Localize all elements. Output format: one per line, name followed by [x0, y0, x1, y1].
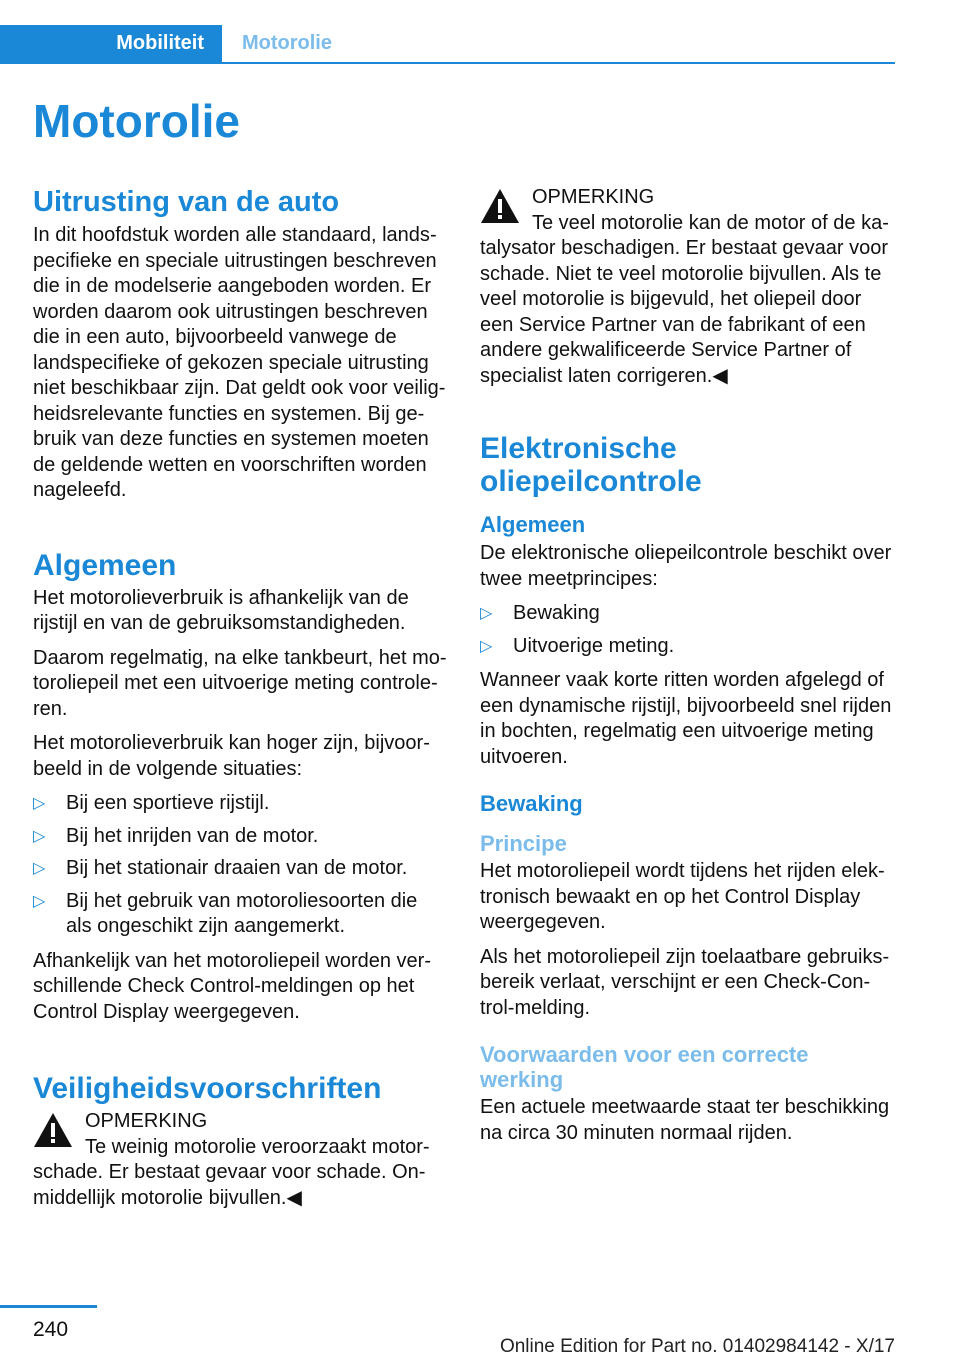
warning-box [480, 185, 895, 389]
triangle-right-outline-icon: ▷ [480, 637, 493, 655]
tab-mobiliteit[interactable]: Mobiliteit [0, 25, 222, 62]
situations-list [33, 791, 448, 940]
principles-list [480, 601, 895, 659]
page-number: 240 [33, 1318, 69, 1341]
warning-label: OPMERKING [85, 1110, 208, 1132]
tab-motorolie[interactable]: Motorolie [242, 32, 332, 54]
header-bar [0, 25, 895, 64]
warning-text: Te veel motorolie kan de motor of de katalysator beschadigen. Er bestaat gevaar voor schade. Niet te veel motorolie bijvullen. Als te veel motorolie is bijgevuld, het oliepeil door een Service Partner van de fabrikant of een andere gekwalificeerde Service Partner of specialist laten corrigeren.◀ [480, 211, 889, 387]
list-item: ▷ Bij het stationair draaien van de motor. [33, 856, 448, 882]
warning-text: Te weinig motorolie veroorzaakt motorschade. Er bestaat gevaar voor schade. Onmiddellijk motorolie bijvullen.◀ [33, 1135, 430, 1209]
edition-note: Online Edition for Part no. 01402984142 - X/17 [499, 1336, 895, 1357]
footer-line [0, 1305, 97, 1308]
triangle-right-outline-icon: ▷ [33, 827, 46, 845]
equipment-text: In dit hoofdstuk worden alle standaard, landspecifieke en speciale uitrustingen beschreven die in de modelserie aangeboden worden. Er worden daarom ook uitrustingen beschreven die in een auto, bijvoorbeeld vanwege de landspecifieke of gekozen speciale uitrusting niet beschikbaar zijn. Dat geldt ook voor veiligheidsrelevante functies en systemen. Bij gebruik van deze functies en systemen moeten de geldende wetten en voorschriften worden nageleefd. [33, 224, 446, 501]
triangle-right-outline-icon: ▷ [33, 892, 46, 910]
warning-triangle-icon [33, 1112, 73, 1148]
conditions-heading: Voorwaarden voor een correcte werking [480, 1042, 809, 1092]
list-item: ▷ Uitvoerige meting. [480, 634, 895, 660]
left-column [33, 185, 448, 1220]
warning-box [33, 1109, 448, 1211]
equipment-heading: Uitrusting van de auto [33, 186, 340, 218]
electronic-oil-heading: Elektronische oliepeilcontrole [480, 432, 702, 498]
triangle-right-outline-icon: ▷ [480, 605, 493, 622]
list-item: ▷ Bij het gebruik van motoroliesoorten die als ongeschikt zijn aangemerkt. [33, 889, 418, 937]
list-item: ▷ Bij het inrijden van de motor. [33, 824, 448, 850]
triangle-right-outline-icon: ▷ [33, 860, 46, 877]
general-heading: Algemeen [33, 548, 177, 582]
list-item: ▷ Bewaking [480, 601, 895, 627]
general-paragraph: Het motorolieverbruik is afhankelijk van de rijstijl en van de gebruiksomstandigheden. [33, 586, 409, 634]
monitoring-heading: Bewaking [480, 791, 583, 816]
general-paragraph: Daarom regelmatig, na elke tankbeurt, het motoroliepeil met een uitvoerige meting controleren. [33, 646, 447, 720]
warning-label: OPMERKING [532, 186, 655, 208]
conditions-text: Een actuele meetwaarde staat ter beschikking na circa 30 minuten normaal rijden. [480, 1096, 890, 1144]
general-text: Wanneer vaak korte ritten worden afgelegd of een dynamische rijstijl, bijvoorbeeld snel rijden in bochten, regelmatig een uitvoerige meting uitvoeren. [480, 669, 892, 768]
general-subheading: Algemeen [480, 512, 586, 537]
safety-heading: Veiligheidsvoorschriften [33, 1072, 382, 1105]
list-item: ▷ Bij een sportieve rijstijl. [33, 791, 448, 817]
principle-heading: Principe [480, 831, 567, 856]
general-text: De elektronische oliepeilcontrole beschikt over twee meetprincipes: [480, 542, 892, 590]
general-paragraph: Het motorolieverbruik kan hoger zijn, bijvoorbeeld in de volgende situaties: [33, 732, 430, 780]
right-column [480, 185, 895, 1155]
general-paragraph: Afhankelijk van het motoroliepeil worden verschillende Check Control-meldingen op het Control Display weergegeven. [33, 949, 431, 1023]
principle-text: Als het motoroliepeil zijn toelaatbare gebruiksbereik verlaat, verschijnt er een Check-Control-melding. [480, 945, 890, 1019]
triangle-right-outline-icon: ▷ [33, 795, 46, 812]
page-title: Motorolie [33, 95, 240, 147]
principle-text: Het motoroliepeil wordt tijdens het rijden elektronisch bewaakt en op het Control Display weergegeven. [480, 860, 885, 933]
warning-triangle-icon [480, 188, 520, 224]
